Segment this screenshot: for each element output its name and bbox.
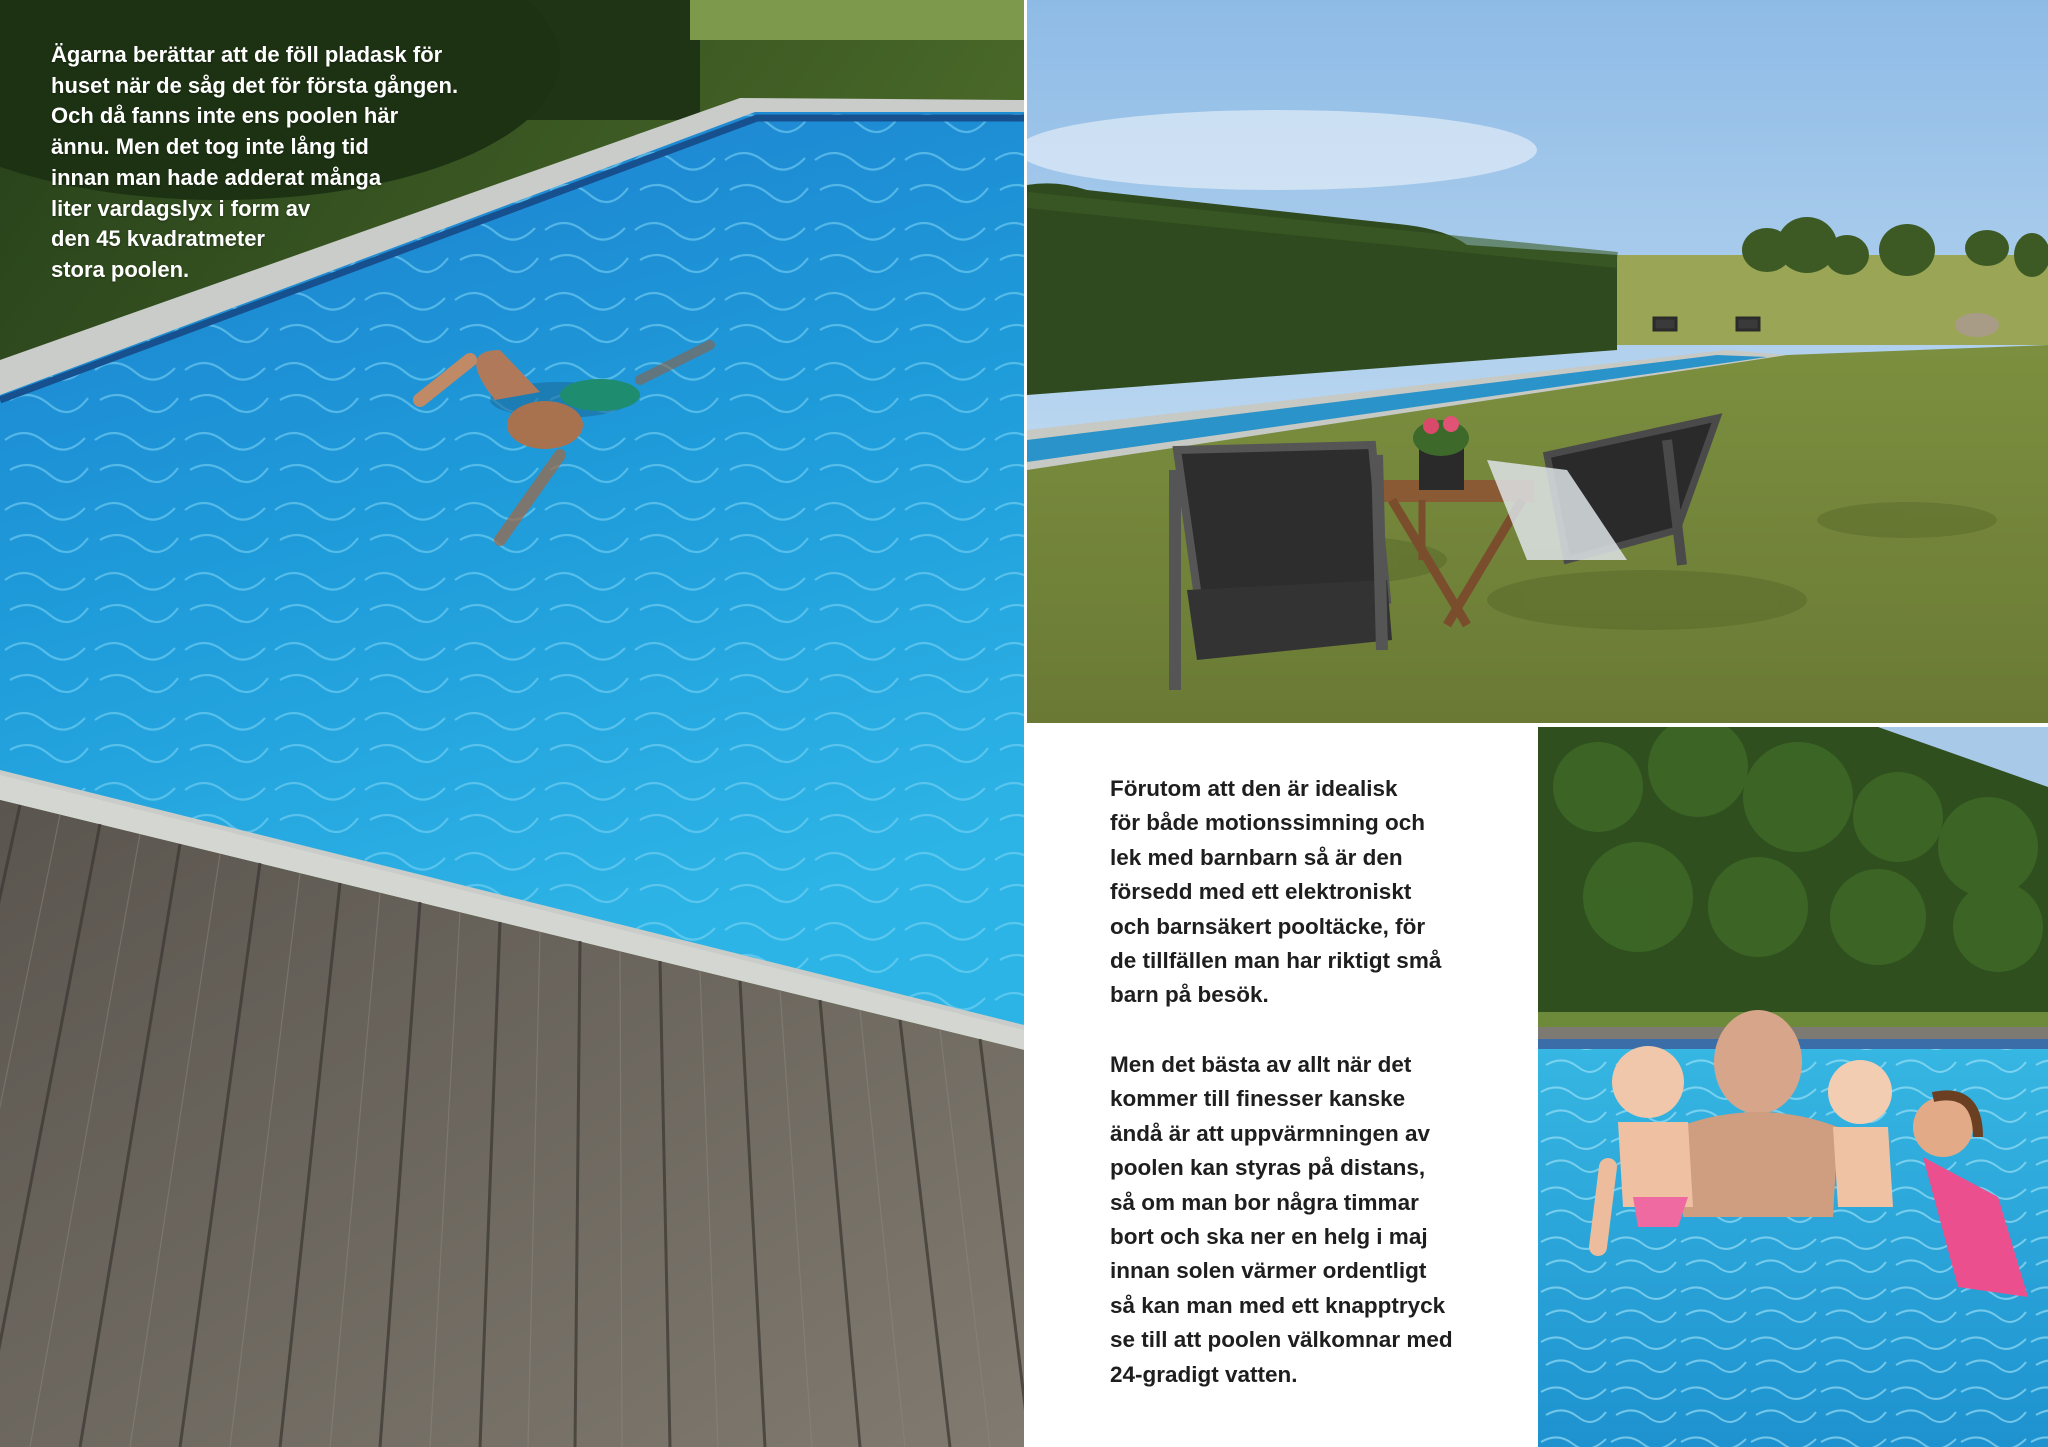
family-pool-photo xyxy=(1538,727,2048,1447)
toddler-figure xyxy=(1828,1060,1893,1207)
flower-pot xyxy=(1413,416,1469,490)
article-paragraph-2: Men det bästa av allt när det kommer till finesser kanske ändå är att uppvärmningen av poolen kan styras på distans, så om man bor några timmar bort och ska ner en helg i maj innan solen värmer ordentligt så kan man med ett knapptryck se till att poolen välkomnar med 24-gradigt vatten. xyxy=(1110,1052,1453,1387)
caption-left-text: Ägarna berättar att de föll pladask för huset när de såg det för första gången. Och då fanns inte ens poolen här ännu. Men det tog inte lång tid innan man hade adderat många liter vardagslyx i form av den 45 kvadratmeter stora poolen. xyxy=(51,42,459,282)
family-pool-illustration xyxy=(1538,727,2048,1447)
lawn-loungers-illustration xyxy=(1027,0,2048,723)
lawn-loungers-photo xyxy=(1027,0,2048,723)
article-paragraph-1: Förutom att den är idealisk för både motionssimning och lek med barnbarn så är den försedd med ett elektroniskt och barnsäkert pooltäcke, för de tillfällen man har riktigt små barn på besök. xyxy=(1110,776,1442,1008)
